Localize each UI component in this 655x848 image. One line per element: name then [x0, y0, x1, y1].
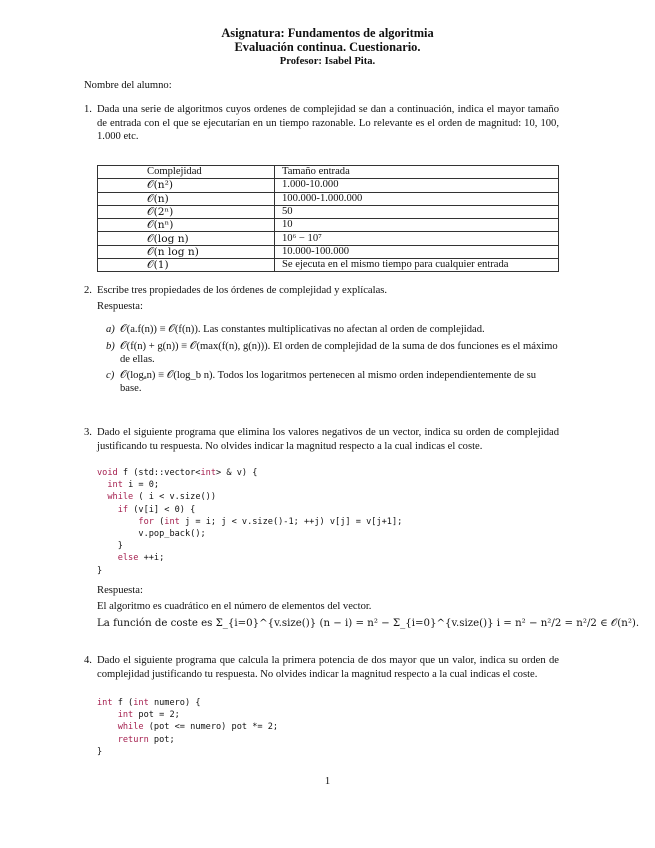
code-keyword: else	[117, 553, 139, 564]
question-3-text: Dado el siguiente programa que elimina los valores negativos de un vector, indica su orden de complejidad justificando tu respuesta. No olvides indicar la magnitud respecto a la cual indicas el coste.	[97, 427, 559, 452]
table-row	[98, 245, 559, 258]
question-2-number: 2.	[84, 285, 92, 296]
code-text: pot;	[148, 734, 175, 745]
code-text: (	[153, 516, 165, 527]
student-name-label: Nombre del alumno:	[84, 80, 172, 91]
table-cell: 1.000-10.000	[275, 179, 559, 192]
table-cell: 50	[275, 205, 559, 218]
code-text: }	[97, 565, 103, 576]
page-number: 1	[324, 776, 331, 787]
code-text: (v[i] < 0) {	[128, 504, 196, 515]
professor-line: Profesor: Isabel Pita.	[279, 56, 376, 67]
code-block-q3	[97, 467, 402, 577]
table-cell: 𝒪(2ⁿ)	[98, 205, 275, 218]
code-keyword: void	[97, 468, 118, 478]
item-label: c)	[106, 370, 115, 381]
code-text: pot = 2;	[133, 710, 180, 721]
table-cell: 𝒪(n)	[98, 192, 275, 205]
question-2-text: Escribe tres propiedades de los órdenes de complejidad y explícalas.	[97, 285, 388, 296]
code-text: > & v) {	[216, 468, 258, 478]
code-text: ++i;	[138, 553, 165, 564]
code-text: f (	[112, 698, 134, 708]
table-cell: 𝒪(nⁿ)	[98, 219, 275, 232]
item-label: b)	[106, 341, 115, 352]
answer-label: Respuesta:	[97, 301, 143, 312]
answer-label: Respuesta:	[97, 585, 143, 596]
table-cell: 𝒪(log n)	[98, 232, 275, 245]
item-text: 𝒪(logₐn) ≡ 𝒪(log_b n). Todos los logaritmos pertenecen al mismo orden independientemente de su base.	[120, 370, 537, 394]
table-cell: 𝒪(1)	[98, 259, 275, 272]
code-text: i = 0;	[122, 480, 160, 491]
code-keyword: int	[200, 468, 217, 478]
code-text: (pot <= numero) pot *= 2;	[143, 722, 279, 733]
question-1-text: Dada una serie de algoritmos cuyos ordenes de complejidad se dan a continuación, indica el mayor tamaño de entrada con el que se ejecutarían en un tiempo razonable. Lo relevante es el orden de magnitud: 10, 100, 1.000 etc.	[97, 104, 559, 142]
table-cell: 100.000-1.000.000	[275, 192, 559, 205]
question-4-number: 4.	[84, 655, 92, 666]
table-header-row	[98, 166, 559, 179]
answer-line: El algoritmo es cuadrático en el número de elementos del vector.	[97, 601, 372, 612]
table-row	[98, 259, 559, 272]
code-keyword: int	[133, 698, 149, 708]
code-text: f (std::vector<	[117, 468, 201, 478]
item-text: 𝒪(f(n) + g(n)) ≡ 𝒪(max(f(n), g(n))). El orden de complejidad de la suma de dos funciones es el máximo de ellas.	[120, 341, 558, 365]
code-text: }	[117, 541, 123, 552]
code-keyword: for	[138, 516, 154, 527]
course-title: Asignatura: Fundamentos de algoritmia	[221, 26, 434, 40]
table-cell: 𝒪(n²)	[98, 179, 275, 192]
code-keyword: int	[107, 480, 123, 491]
table-row	[98, 179, 559, 192]
table-row	[98, 192, 559, 205]
code-keyword: int	[117, 710, 134, 721]
code-keyword: while	[117, 722, 144, 733]
code-text: }	[97, 746, 103, 757]
question-3-number: 3.	[84, 427, 92, 438]
evaluation-title: Evaluación continua. Cuestionario.	[234, 40, 421, 54]
table-cell: 10	[275, 219, 559, 232]
question-1-number: 1.	[84, 104, 92, 115]
table-cell: 10.000-100.000	[275, 245, 559, 258]
question-4-text: Dado el siguiente programa que calcula la primera potencia de dos mayor que un valor, indica su orden de complejidad justificando tu respuesta. No olvides indicar la magnitud respecto a la cual indicas el coste.	[97, 655, 559, 680]
code-keyword: int	[97, 698, 113, 708]
table-header-cell: Complejidad	[98, 166, 275, 179]
table-header-cell: Tamaño entrada	[275, 166, 559, 179]
table-cell: Se ejecuta en el mismo tiempo para cualquier entrada	[275, 259, 559, 272]
cost-formula: La función de coste es Σ_{i=0}^{v.size()} (n − i) = n² − Σ_{i=0}^{v.size()} i = n² − n²/2 = n²/2 ∈ 𝒪(n²).	[97, 618, 640, 629]
item-label: a)	[106, 324, 115, 335]
code-text: numero) {	[148, 698, 201, 708]
code-block-q4	[97, 697, 278, 758]
table-cell: 𝒪(n log n)	[98, 245, 275, 258]
code-text: j = i; j < v.size()-1; ++j) v[j] = v[j+1];	[179, 516, 403, 527]
code-keyword: while	[107, 492, 134, 503]
table-cell: 10⁶ − 10⁷	[275, 232, 559, 245]
item-text: 𝒪(a.f(n)) ≡ 𝒪(f(n)). Las constantes multiplicativas no afectan al orden de complejidad.	[120, 324, 485, 335]
table-row	[98, 219, 559, 232]
complexity-table	[97, 165, 559, 272]
table-row	[98, 232, 559, 245]
code-keyword: int	[164, 516, 180, 527]
code-text: ( i < v.size())	[133, 492, 217, 503]
table-row	[98, 205, 559, 218]
code-text: v.pop_back();	[138, 529, 206, 540]
code-keyword: return	[117, 734, 149, 745]
code-keyword: if	[117, 504, 129, 515]
